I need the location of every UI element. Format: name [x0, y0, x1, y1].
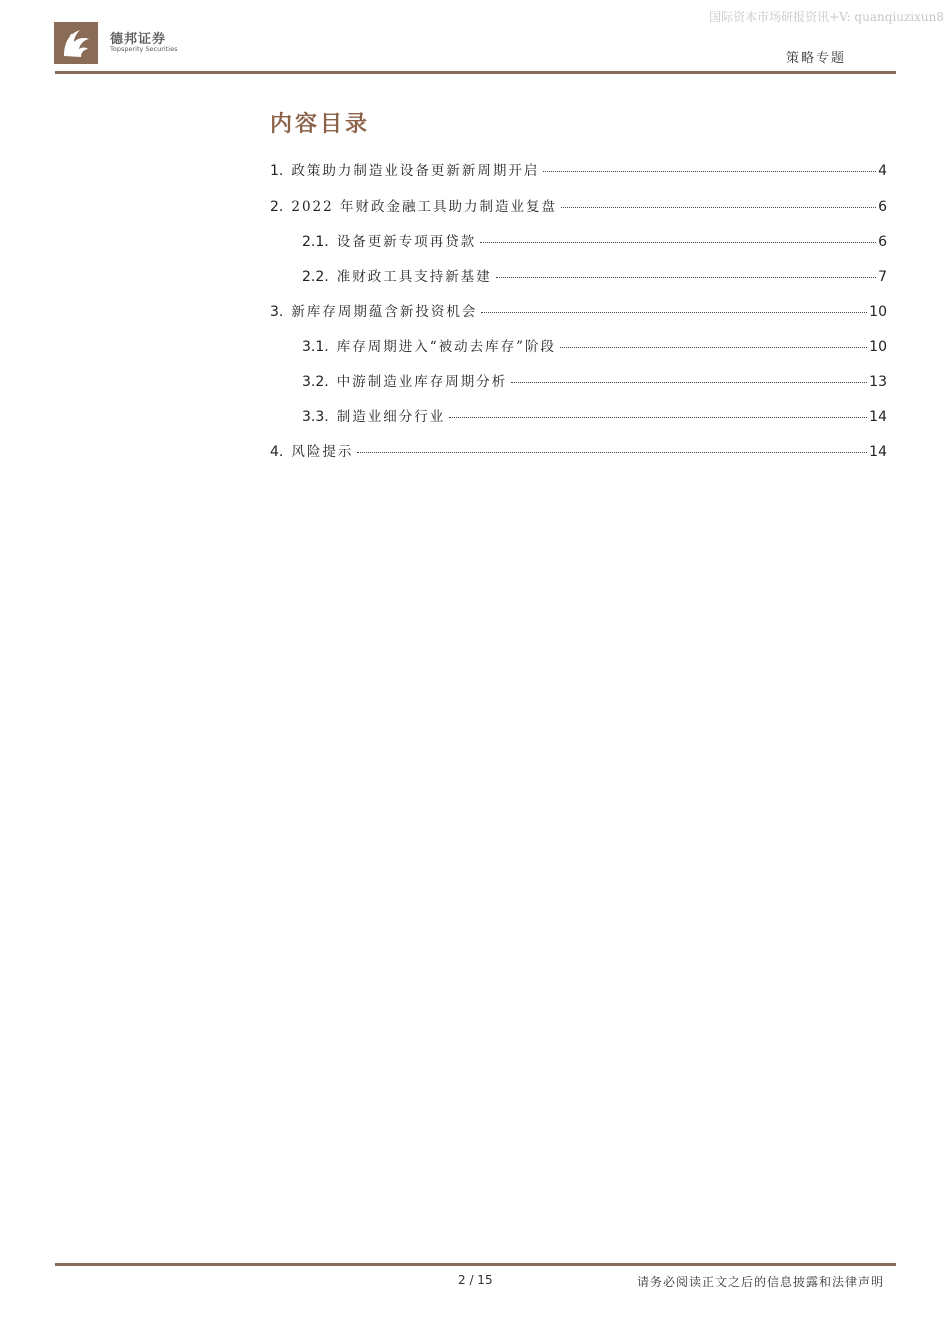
header-divider — [55, 71, 896, 74]
page-number: 2 / 15 — [458, 1273, 493, 1287]
watermark: 国际资本市场研报资讯+V: quanqiuzixun8 — [709, 10, 944, 24]
footer-divider — [55, 1263, 896, 1266]
toc-item-number: 4. — [270, 444, 284, 460]
toc-item-page: 14 — [869, 444, 887, 460]
toc-item-number: 2. — [270, 199, 284, 215]
toc-item-number: 3.1. — [302, 339, 329, 355]
toc-item-page: 13 — [869, 374, 887, 390]
toc-item-text: 设备更新专项再贷款 — [336, 234, 477, 250]
toc-leader-dots — [480, 242, 876, 243]
toc-item-text: 库存周期进入“被动去库存”阶段 — [336, 339, 557, 355]
toc-item-3[interactable] — [270, 300, 887, 322]
toc-item-number: 1. — [270, 163, 284, 179]
toc-title: 内容目录 — [270, 111, 371, 137]
report-section-label: 策略专题 — [785, 51, 846, 66]
footer-disclaimer: 请务必阅读正文之后的信息披露和法律声明 — [636, 1275, 884, 1289]
toc-item-page: 10 — [869, 304, 887, 320]
toc-item-number: 3. — [270, 304, 284, 320]
toc-item-number: 2.2. — [302, 269, 329, 285]
toc-leader-dots — [561, 207, 876, 208]
toc-item-3-2[interactable] — [302, 370, 887, 392]
toc-item-page: 7 — [878, 269, 887, 285]
logo-mark-icon — [54, 22, 98, 64]
toc-item-2[interactable] — [270, 195, 887, 217]
toc-leader-dots — [543, 171, 876, 172]
toc-item-number: 3.3. — [302, 409, 329, 425]
toc-leader-dots — [357, 452, 867, 453]
toc-item-page: 4 — [878, 163, 887, 179]
toc-item-2-1[interactable] — [302, 230, 887, 252]
toc-item-3-1[interactable] — [302, 335, 887, 357]
toc-item-page: 14 — [869, 409, 887, 425]
toc-item-4[interactable] — [270, 440, 887, 462]
toc-item-text: 制造业细分行业 — [336, 409, 446, 425]
toc-item-page: 10 — [869, 339, 887, 355]
toc-item-text: 中游制造业库存周期分析 — [336, 374, 508, 390]
toc-item-page: 6 — [878, 199, 887, 215]
toc-leader-dots — [496, 277, 876, 278]
toc-item-number: 2.1. — [302, 234, 329, 250]
toc-item-page: 6 — [878, 234, 887, 250]
toc-item-1[interactable] — [270, 159, 887, 181]
logo-english-name: Topsperity Securities — [110, 45, 178, 53]
toc-item-text: 2022 年财政金融工具助力制造业复盘 — [291, 199, 558, 215]
company-logo — [54, 22, 194, 64]
toc-item-text: 政策助力制造业设备更新新周期开启 — [291, 163, 540, 179]
toc-item-text: 准财政工具支持新基建 — [336, 269, 492, 285]
logo-chinese-name: 德邦证券 — [110, 32, 167, 47]
toc-leader-dots — [449, 417, 867, 418]
toc-item-text: 风险提示 — [291, 444, 354, 460]
toc-item-number: 3.2. — [302, 374, 329, 390]
toc-leader-dots — [481, 312, 867, 313]
toc-leader-dots — [560, 347, 867, 348]
toc-item-text: 新库存周期蕴含新投资机会 — [291, 304, 478, 320]
toc-leader-dots — [511, 382, 867, 383]
toc-item-3-3[interactable] — [302, 405, 887, 427]
toc-item-2-2[interactable] — [302, 265, 887, 287]
